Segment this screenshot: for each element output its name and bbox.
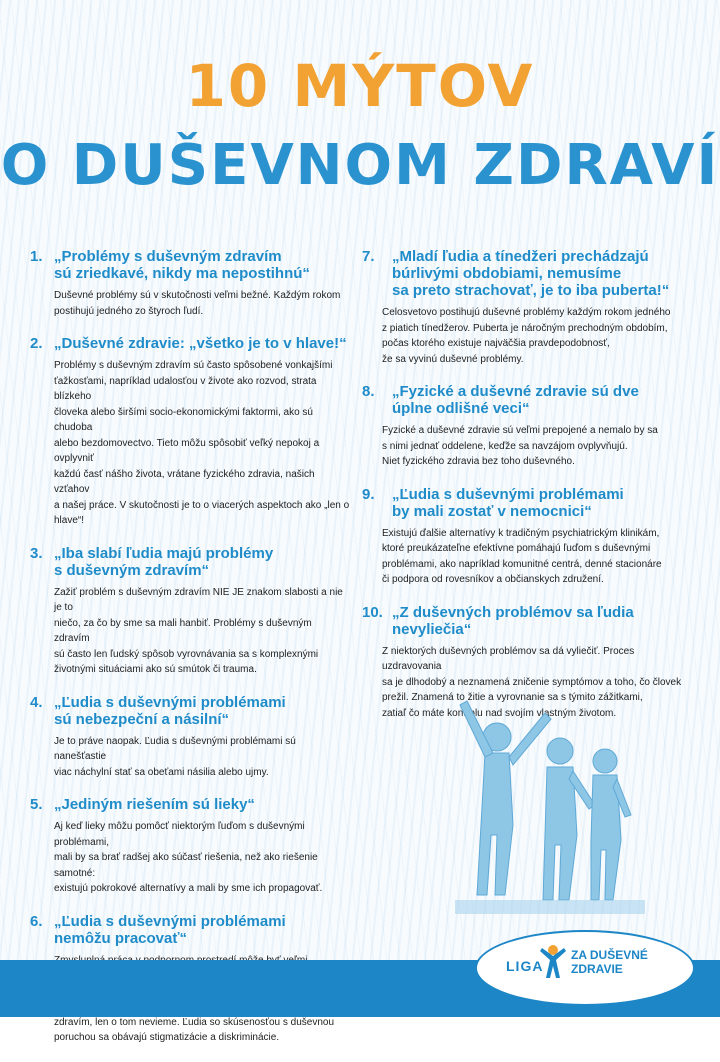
myth-title-line: sú zriedkavé, nikdy ma nepostihnú“ xyxy=(54,265,310,282)
myth-heading xyxy=(30,796,350,813)
myth-body-line: prežil. Znamená to žitie a vyrovnanie sa s týmito zážitkami, xyxy=(382,692,643,703)
myth-heading xyxy=(30,335,350,352)
myth-title-line: „Problémy s duševným zdravím xyxy=(54,248,282,265)
title-line-1: 10 MÝTOV xyxy=(185,52,535,120)
myth-body-line: problémami, ako napríklad komunitné centrá, denné stacionáre xyxy=(382,558,662,570)
myth-body xyxy=(54,734,350,781)
myth-item xyxy=(362,486,692,588)
myth-number: 6. xyxy=(30,912,43,930)
myth-body-line: Duševné problémy sú v skutočnosti veľmi bežné. Každým rokom xyxy=(54,290,341,301)
myth-body xyxy=(382,423,692,470)
logo-line-2: ZDRAVIE xyxy=(571,962,623,976)
myth-item xyxy=(30,248,350,319)
myth-body-line: Niet fyzického zdravia bez toho duševného. xyxy=(382,456,575,467)
myth-title xyxy=(54,694,286,728)
myth-number: 5. xyxy=(30,796,43,813)
myth-title xyxy=(54,335,347,352)
myth-title-line: „Ľudia s duševnými problémami xyxy=(54,912,286,930)
myth-body xyxy=(382,526,692,588)
myth-body-line: existujú pokrokové alternatívy a mali by sme ich propagovať. xyxy=(54,883,323,894)
myth-body-line: Zažiť problém s duševným zdravím NIE JE znakom slabosti a nie je to xyxy=(54,586,343,613)
myth-body-line: Je to práve naopak. Ľudia s duševnými problémami sú nanešťastie xyxy=(54,735,296,762)
myth-heading xyxy=(362,604,692,638)
myth-heading xyxy=(30,545,350,579)
myth-body-line: a našej práce. V skutočnosti je to o viacerých aspektoch ako „len o hlave“! xyxy=(54,499,350,526)
myth-item xyxy=(30,545,350,678)
myth-body xyxy=(54,585,350,678)
myth-title-line: sa preto strachovať, je to iba puberta!“ xyxy=(392,282,670,299)
myth-heading xyxy=(362,248,692,299)
myth-title xyxy=(392,486,624,520)
people-figures-illustration xyxy=(455,695,655,925)
myth-body-line: Fyzické a duševné zdravie sú veľmi prepojené a nemalo by sa xyxy=(382,425,658,436)
myth-heading xyxy=(30,694,350,728)
myth-body-line: niečo, za čo by sme sa mali hanbiť. Problémy s duševným zdravím xyxy=(54,617,312,644)
myth-number: 10. xyxy=(362,603,383,621)
myth-body-line: postihujú jedného zo štyroch ľudí. xyxy=(54,305,204,317)
myth-title-line: úplne odlišné veci“ xyxy=(392,400,530,417)
myth-body-line: Aj keď lieky môžu pomôcť niektorým ľuďom s duševnými problémami, xyxy=(54,821,305,848)
myth-body-line: s nimi jednať oddelene, keďže sa navzájom ovplyvňujú. xyxy=(382,440,628,452)
myth-body-line: z piatich tínedžerov. Puberta je náročným prechodným obdobím, xyxy=(382,322,668,334)
myth-title xyxy=(54,913,286,947)
myth-body xyxy=(54,819,350,897)
myth-body-line: viac náchylní stať sa obeťami násilia alebo ujmy. xyxy=(54,766,269,778)
myth-title xyxy=(54,248,310,282)
myth-title-line: sú nebezpeční a násilní“ xyxy=(54,710,230,728)
myth-title-line: by mali zostať v nemocnici“ xyxy=(392,502,592,520)
myth-body-line: počas ktorého existuje najväčšia pravdepodobnosť, xyxy=(382,338,610,349)
myth-number: 4. xyxy=(30,693,43,711)
myth-body xyxy=(382,305,692,367)
myth-body-line: človeka alebo širšími socio-ekonomickými faktormi, ako sú chudoba xyxy=(54,406,313,433)
myth-body-line: životnými situáciami ako sú smútok či trauma. xyxy=(54,664,257,675)
myth-title xyxy=(392,248,669,299)
myth-title-line: „Iba slabí ľudia majú problémy xyxy=(54,544,274,562)
myth-body-line: zdravím, len o tom nevieme. Ľudia so skúsenosťou s duševnou xyxy=(54,1016,335,1028)
myth-item xyxy=(362,248,692,367)
myth-body-line: zatiaľ čo máte kontrolu nad svojím vlastným životom. xyxy=(382,707,617,719)
myth-title-line: nemôžu pracovať“ xyxy=(54,929,188,947)
myth-item xyxy=(362,383,692,470)
myth-number: 1. xyxy=(30,248,43,265)
myth-title-line: „Duševné zdravie: „všetko je to v hlave!“ xyxy=(54,335,347,352)
myths-right-column xyxy=(362,248,692,737)
myth-body xyxy=(54,288,350,319)
myth-title-line: s duševným zdravím“ xyxy=(54,561,210,579)
myth-title-line: „Z duševných problémov sa ľudia nevyliečia“ xyxy=(392,603,634,638)
myth-body-line: poruchou sa obávajú stigmatizácie a diskriminácie. xyxy=(54,1032,280,1043)
logo-line-1: ZA DUŠEVNÉ xyxy=(571,948,648,962)
myth-heading xyxy=(362,383,692,417)
myth-body-line: sa je dlhodobý a neznamená zničenie symptómov a toho, čo človek xyxy=(382,676,682,688)
myth-title xyxy=(54,545,273,579)
myth-body-line: že sa vyvinú duševné problémy. xyxy=(382,353,524,365)
myth-item xyxy=(30,694,350,781)
myth-number: 3. xyxy=(30,544,43,562)
myth-body-line: alebo bezdomovectvo. Tieto môžu spôsobiť veľký nepokoj a ovplyvniť xyxy=(54,437,320,464)
myth-body-line: ťažkosťami, napríklad udalosťou v živote ako rozvod, strata blízkeho xyxy=(54,375,317,402)
myth-title-line: „Jediným riešením sú lieky“ xyxy=(54,796,255,813)
myth-number: 2. xyxy=(30,335,43,352)
myth-body-line: každú časť nášho života, vrátane fyzického zdravia, našich vzťahov xyxy=(54,468,315,495)
myth-item xyxy=(30,796,350,897)
myth-title-line: „Mladí ľudia a tínedžeri prechádzajú xyxy=(392,248,649,265)
myth-body-line: sú často len ľudský spôsob vyrovnávania sa s komplexnými xyxy=(54,648,319,660)
title-line-2: O DUŠEVNOM ZDRAVÍ xyxy=(0,133,720,198)
myth-body-line: Existujú ďalšie alternatívy k tradičným psychiatrickým klinikám, xyxy=(382,527,660,539)
myth-title-line: búrlivými obdobiami, nemusíme xyxy=(392,265,622,282)
myth-item xyxy=(30,335,350,529)
myth-number: 7. xyxy=(362,248,375,265)
myth-title xyxy=(54,796,255,813)
myth-body xyxy=(54,358,350,529)
myth-number: 9. xyxy=(362,485,375,503)
myth-body-line: Problémy s duševným zdravím sú často spôsobené vonkajšími xyxy=(54,360,333,371)
myth-title-line: „Fyzické a duševné zdravie sú dve xyxy=(392,383,639,400)
myth-body-line: mali by sa brať radšej ako súčasť riešenia, než ako riešenie samotné: xyxy=(54,852,318,879)
myth-number: 8. xyxy=(362,383,375,400)
myth-title xyxy=(392,383,639,417)
myth-title-line: „Ľudia s duševnými problémami xyxy=(54,693,286,711)
myth-body-line: Celosvetovo postihujú duševné problémy každým rokom jedného xyxy=(382,307,671,318)
myth-body-line: či podpora od rovesníkov a občianskych združení. xyxy=(382,574,604,585)
myths-left-column xyxy=(30,248,350,1062)
myth-heading xyxy=(30,913,350,947)
myth-title xyxy=(392,604,692,638)
logo-liga-text: LIGA xyxy=(506,958,544,974)
myth-title-line: „Ľudia s duševnými problémami xyxy=(392,485,624,503)
myth-body-line: Z niektorých duševných problémov sa dá vyliečiť. Proces uzdravovania xyxy=(382,645,635,672)
myth-heading xyxy=(362,486,692,520)
myth-body-line: ktoré preukázateľne efektívne pomáhajú ľuďom s duševnými xyxy=(382,543,651,554)
myth-heading xyxy=(30,248,350,282)
liga-logo-mark-icon xyxy=(538,944,568,980)
